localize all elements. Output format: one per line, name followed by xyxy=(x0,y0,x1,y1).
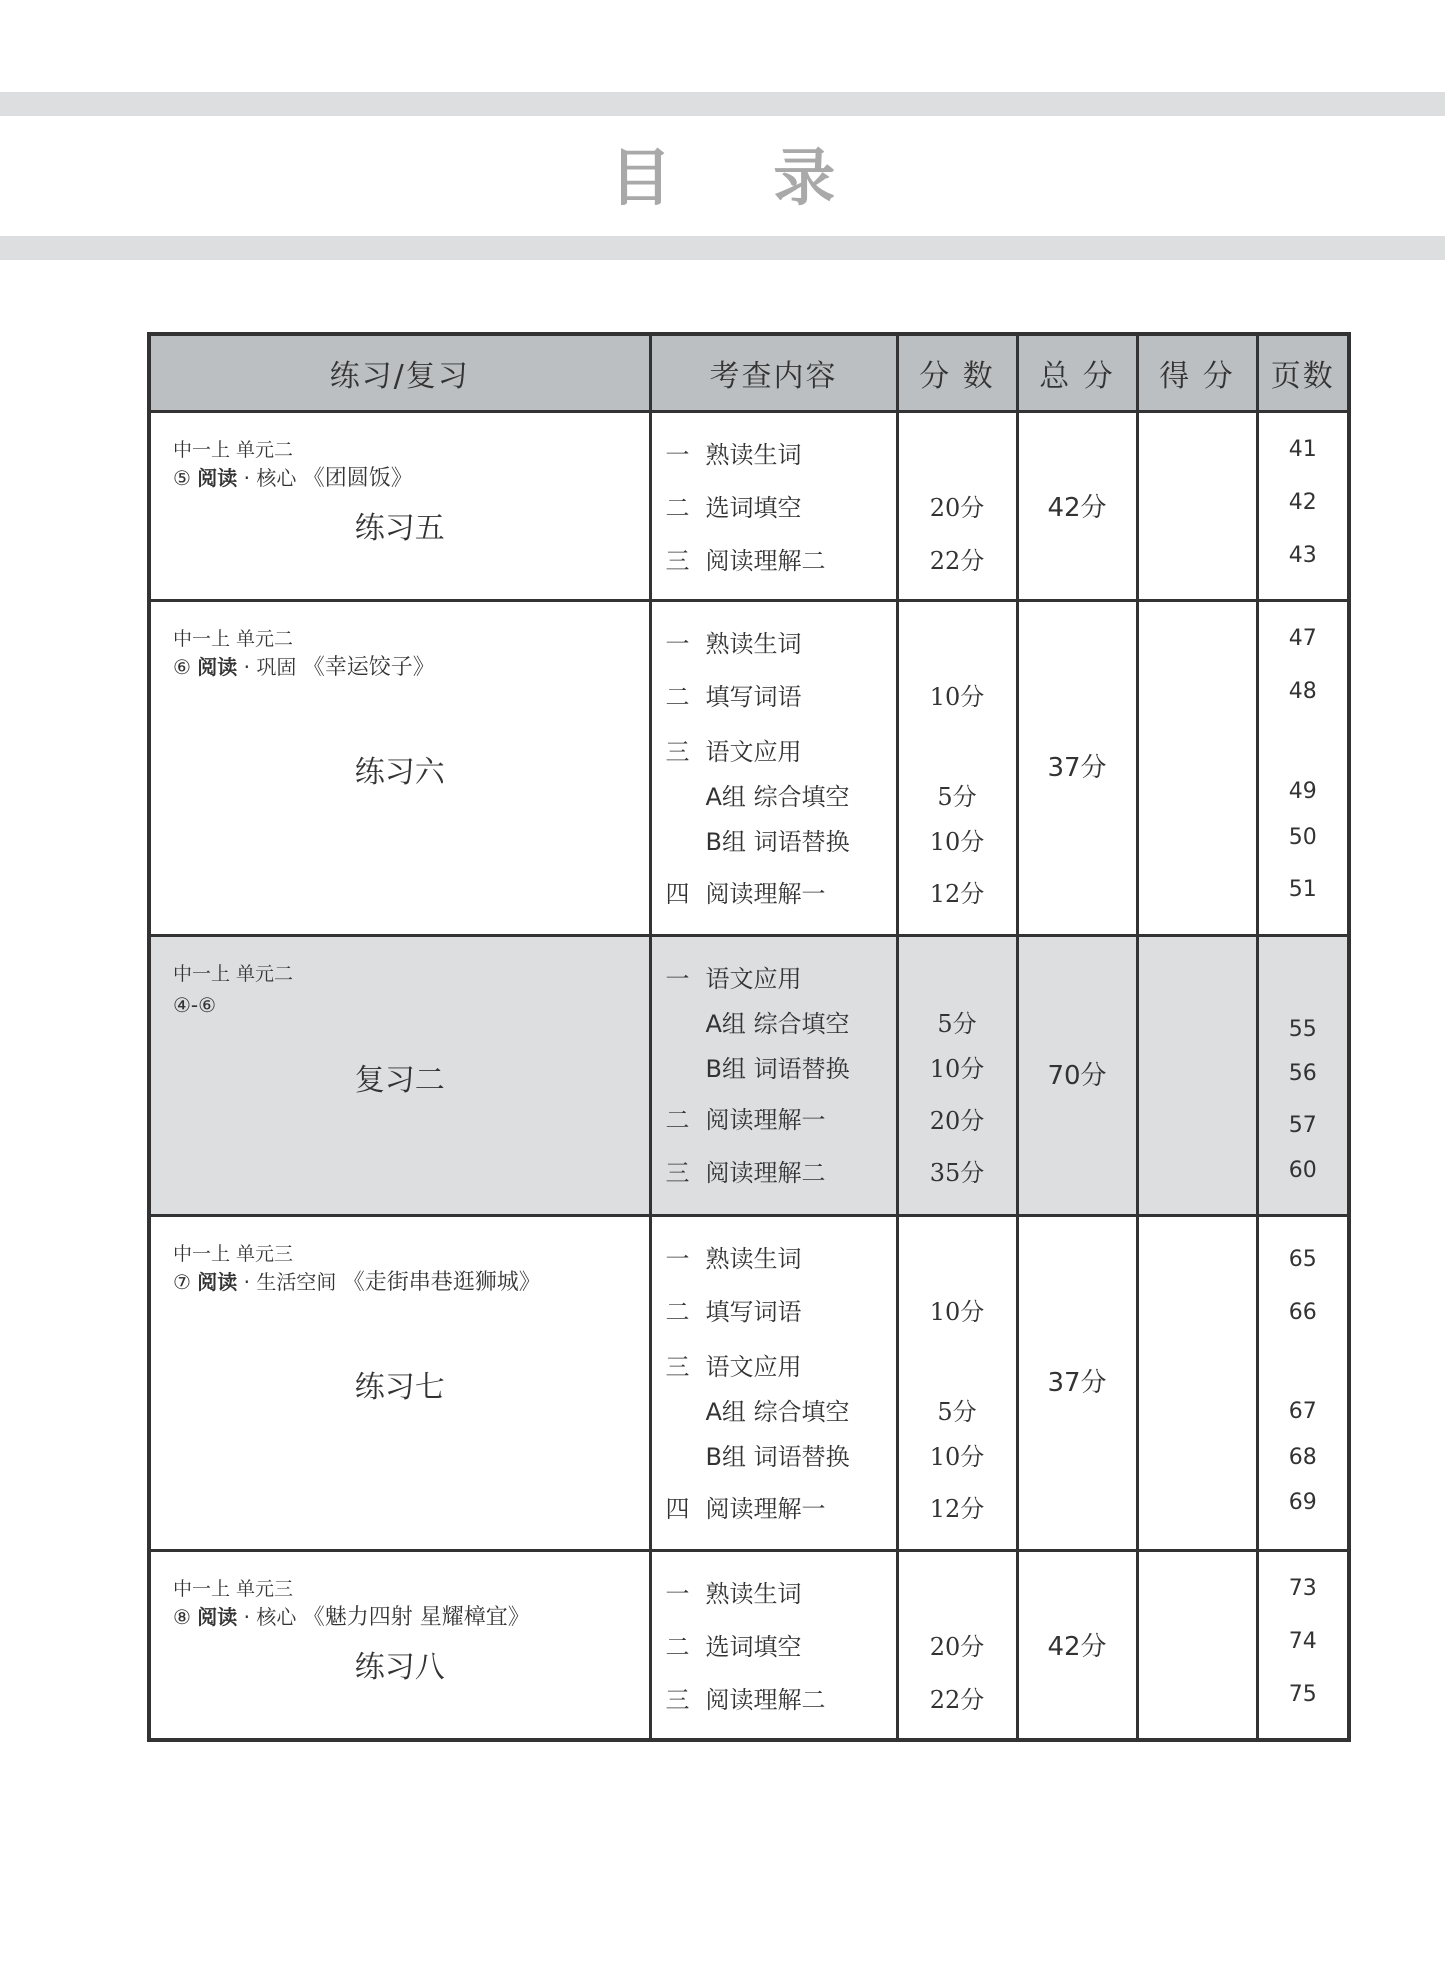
content-item: 一 熟读生词 xyxy=(665,1245,802,1273)
content-subitem: A组 综合填空 xyxy=(705,1010,850,1038)
page-number: 68 xyxy=(1288,1445,1317,1470)
lesson-label: ⑦ 阅读 · 生活空间 《走街串巷逛狮城》 xyxy=(173,1270,541,1295)
content-subitem: A组 综合填空 xyxy=(705,783,850,811)
content-item: 四 阅读理解一 xyxy=(665,1495,826,1523)
total-score: 42分 xyxy=(1047,493,1107,523)
page-number: 69 xyxy=(1288,1490,1317,1515)
page-number: 42 xyxy=(1288,490,1317,515)
page-number: 47 xyxy=(1288,626,1317,651)
table-row xyxy=(149,1551,1349,1741)
item-score: 5分 xyxy=(937,783,977,811)
page-number: 57 xyxy=(1288,1113,1317,1138)
unit-label: 中一上 单元二 xyxy=(173,439,294,461)
bottom-decor-band xyxy=(0,236,1445,260)
header-score: 分 数 xyxy=(897,334,1017,412)
page-number: 51 xyxy=(1288,877,1317,902)
page-number: 56 xyxy=(1288,1061,1317,1086)
exercise-name: 练习六 xyxy=(354,755,445,790)
content-subitem: A组 综合填空 xyxy=(705,1398,850,1426)
page-number: 49 xyxy=(1288,779,1317,804)
score-obtained-cell[interactable] xyxy=(1137,412,1257,601)
item-score: 12分 xyxy=(929,880,985,908)
content-item: 三 阅读理解二 xyxy=(665,547,826,575)
header-exercise: 练习/复习 xyxy=(149,334,650,412)
lesson-label: ⑥ 阅读 · 巩固 《幸运饺子》 xyxy=(173,655,435,680)
lesson-label: ⑧ 阅读 · 核心 《魅力四射 星耀樟宜》 xyxy=(173,1605,530,1630)
unit-label: 中一上 单元二 xyxy=(173,963,294,985)
content-item: 三 阅读理解二 xyxy=(665,1686,826,1714)
header-content: 考查内容 xyxy=(650,334,897,412)
score-obtained-cell[interactable] xyxy=(1137,1551,1257,1741)
item-score: 35分 xyxy=(929,1159,985,1187)
item-score: 10分 xyxy=(929,828,985,856)
content-item: 二 选词填空 xyxy=(665,494,802,522)
page-title: 目 录 xyxy=(609,141,876,214)
total-score: 37分 xyxy=(1047,753,1107,783)
content-item: 二 选词填空 xyxy=(665,1633,802,1661)
content-item: 三 语文应用 xyxy=(665,1353,802,1381)
page-number: 43 xyxy=(1288,543,1317,568)
item-score: 5分 xyxy=(937,1010,977,1038)
page-number: 73 xyxy=(1288,1576,1317,1601)
lesson-label: ④-⑥ xyxy=(173,993,217,1017)
toc-table xyxy=(147,332,1351,1742)
content-subitem: B组 词语替换 xyxy=(705,828,850,856)
page-number: 65 xyxy=(1288,1247,1317,1272)
page-number: 55 xyxy=(1288,1017,1317,1042)
item-score: 10分 xyxy=(929,1055,985,1083)
total-score: 70分 xyxy=(1047,1061,1107,1091)
exercise-name: 复习二 xyxy=(354,1063,445,1098)
lesson-label: ⑤ 阅读 · 核心 《团圆饭》 xyxy=(173,466,413,491)
exercise-cell[interactable] xyxy=(149,601,650,936)
exercise-name: 练习八 xyxy=(354,1650,445,1685)
item-score: 20分 xyxy=(929,494,985,522)
item-score: 20分 xyxy=(929,1107,985,1135)
page-number: 67 xyxy=(1288,1399,1317,1424)
score-obtained-cell[interactable] xyxy=(1137,1216,1257,1551)
table-row-review xyxy=(149,936,1349,1216)
content-item: 二 填写词语 xyxy=(665,683,802,711)
page-number: 75 xyxy=(1288,1682,1317,1707)
content-item: 一 熟读生词 xyxy=(665,441,802,469)
exercise-name: 练习七 xyxy=(354,1370,445,1405)
exercise-cell[interactable] xyxy=(149,936,650,1216)
content-item: 一 熟读生词 xyxy=(665,1580,802,1608)
page-number: 50 xyxy=(1288,825,1317,850)
content-item: 四 阅读理解一 xyxy=(665,880,826,908)
unit-label: 中一上 单元二 xyxy=(173,628,294,650)
header-obtained: 得 分 xyxy=(1137,334,1257,412)
exercise-cell[interactable] xyxy=(149,1216,650,1551)
top-decor-band xyxy=(0,92,1445,116)
item-score: 22分 xyxy=(929,1686,985,1714)
content-subitem: B组 词语替换 xyxy=(705,1443,850,1471)
page-number: 41 xyxy=(1288,437,1317,462)
page-number: 66 xyxy=(1288,1300,1317,1325)
table-row xyxy=(149,1216,1349,1551)
header-page: 页数 xyxy=(1257,334,1349,412)
content-item: 一 语文应用 xyxy=(665,965,802,993)
page-number: 74 xyxy=(1288,1629,1317,1654)
item-score: 10分 xyxy=(929,683,985,711)
item-score: 20分 xyxy=(929,1633,985,1661)
exercise-cell[interactable] xyxy=(149,412,650,601)
table-row xyxy=(149,601,1349,936)
content-item: 三 阅读理解二 xyxy=(665,1159,826,1187)
item-score: 10分 xyxy=(929,1443,985,1471)
page-number: 60 xyxy=(1288,1158,1317,1183)
page-number: 48 xyxy=(1288,679,1317,704)
item-score: 10分 xyxy=(929,1298,985,1326)
score-obtained-cell[interactable] xyxy=(1137,601,1257,936)
item-score: 12分 xyxy=(929,1495,985,1523)
exercise-name: 练习五 xyxy=(354,511,445,546)
header-row xyxy=(149,334,1349,412)
content-subitem: B组 词语替换 xyxy=(705,1055,850,1083)
score-obtained-cell[interactable] xyxy=(1137,936,1257,1216)
item-score: 5分 xyxy=(937,1398,977,1426)
table-row xyxy=(149,412,1349,601)
content-item: 二 填写词语 xyxy=(665,1298,802,1326)
total-score: 37分 xyxy=(1047,1368,1107,1398)
content-item: 三 语文应用 xyxy=(665,738,802,766)
item-score: 22分 xyxy=(929,547,985,575)
unit-label: 中一上 单元三 xyxy=(173,1243,294,1265)
content-item: 一 熟读生词 xyxy=(665,630,802,658)
total-score: 42分 xyxy=(1047,1632,1107,1662)
exercise-cell[interactable] xyxy=(149,1551,650,1741)
unit-label: 中一上 单元三 xyxy=(173,1578,294,1600)
header-total: 总 分 xyxy=(1017,334,1137,412)
content-item: 二 阅读理解一 xyxy=(665,1106,826,1134)
